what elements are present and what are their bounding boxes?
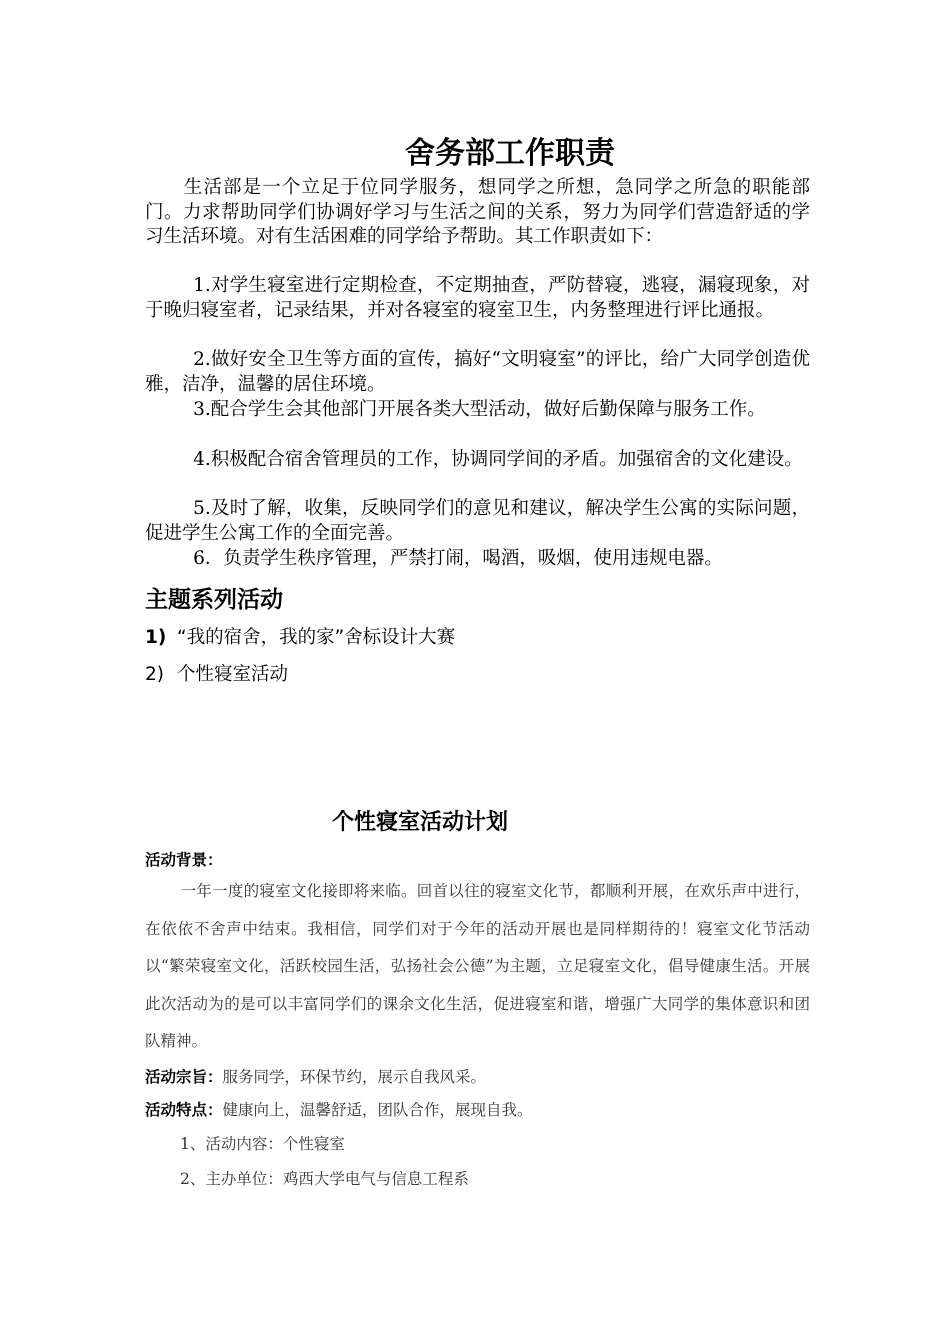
- purpose-label: 活动宗旨：: [145, 1068, 223, 1086]
- background-label-line: [145, 848, 223, 870]
- themes-title: 主题系列活动: [145, 587, 283, 613]
- purpose-line: [145, 1065, 486, 1087]
- feature-line: [145, 1098, 533, 1120]
- duties-intro: 生活部是一个立足于位同学服务，想同学之所想，急同学之所急的职能部门。力求帮助同学们协调好学习与生活之间的关系，努力为同学们营造舒适的学习生活环境。对有生活困难的同学给予帮助。其工作职责如下：: [145, 177, 810, 247]
- duty-item-4: 4.积极配合宿舍管理员的工作，协调同学间的矛盾。加强宿舍的文化建设。: [193, 449, 803, 470]
- plan-title: 个性寝室活动计划: [331, 810, 508, 835]
- theme-item-1: [145, 623, 455, 649]
- duties-title: 舍务部工作职责: [405, 136, 615, 171]
- plan-item-1: 1、活动内容：个性寝室: [180, 1135, 345, 1153]
- background-label: 活动背景：: [145, 851, 223, 869]
- theme-item-text: 个性寝室活动: [177, 664, 289, 685]
- theme-item-number: 2): [145, 664, 164, 685]
- purpose-text: 服务同学，环保节约，展示自我风采。: [222, 1068, 487, 1086]
- duty-item-6: 6．负责学生秩序管理，严禁打闹，喝酒，吸烟，使用违规电器。: [193, 548, 723, 569]
- feature-text: 健康向上，温馨舒适，团队合作，展现自我。: [222, 1101, 533, 1119]
- theme-item-number: 1): [145, 627, 167, 648]
- background-text: 一年一度的寝室文化接即将来临。回首以往的寝室文化节，都顺利开展，在欢乐声中进行，在依依不舍声中结束。我相信，同学们对于今年的活动开展也是同样期待的！寝室文化节活动以“繁荣寝室文化，活跃校园生活，弘扬社会公德”为主题，立足寝室文化，倡导健康生活。开展此次活动为的是可以丰富同学们的课余文化生活，促进寝室和谐，增强广大同学的集体意识和团队精神。: [145, 882, 810, 1050]
- plan-item-2: 2、主办单位：鸡西大学电气与信息工程系: [180, 1170, 469, 1188]
- theme-item-2: [145, 660, 288, 686]
- feature-label: 活动特点：: [145, 1101, 223, 1119]
- duty-item-2: 2.做好安全卫生等方面的宣传，搞好“文明寝室”的评比，给广大同学创造优雅，洁净，温馨的居住环境。: [145, 349, 810, 395]
- duty-item-3: 3.配合学生会其他部门开展各类大型活动，做好后勤保障与服务工作。: [193, 399, 766, 420]
- duty-item-5: 5.及时了解，收集，反映同学们的意见和建议，解决学生公寓的实际问题，促进学生公寓工作的全面完善。: [145, 498, 810, 544]
- duty-item-1: 1.对学生寝室进行定期检查，不定期抽查，严防替寝，逃寝，漏寝现象，对于晚归寝室者，记录结果，并对各寝室的寝室卫生，内务整理进行评比通报。: [145, 275, 810, 321]
- theme-item-text: “我的宿舍，我的家”舍标设计大赛: [177, 627, 456, 648]
